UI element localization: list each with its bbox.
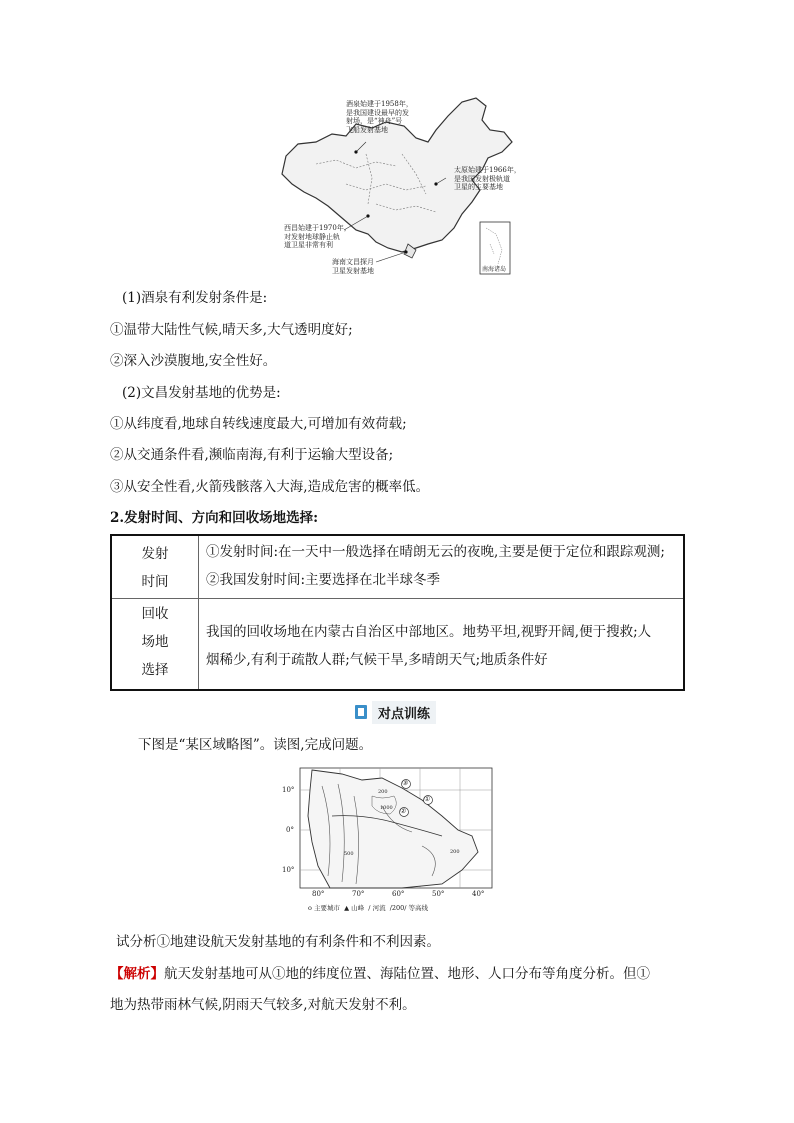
wenchang-dot [404,250,407,253]
q1-item-1: ①温带大陆性气候,晴天多,大气透明度好; [110,322,353,338]
row1-header-line1: 发射 [141,546,169,562]
q2-item-2: ②从交通条件看,濒临南海,有利于运输大型设备; [110,447,394,463]
q2-item-3: ③从安全性看,火箭残骸落入大海,造成危害的概率低。 [110,479,430,495]
table-row-recovery-site [112,598,683,689]
launch-time-table [110,534,685,691]
answer-line-2: 地为热带雨林气候,阴雨天气较多,对航天发射不利。 [110,997,416,1013]
region-map [282,766,494,916]
map-legend: o 主要城市 ▲ 山峰 ∕ 河流 ∕200∕ 等高线 [308,904,429,912]
contour-label-1: 200 [378,789,388,795]
jiuquan-note: 酒泉始建于1958年， 是我国建设最早的发 射场，是“神舟”号 飞船发射基地 [346,100,413,134]
contour-label-3: 1000 [380,805,393,811]
table-row-launch-time [112,536,683,599]
lat-label-2: 0° [286,826,294,834]
q1-title: (1)酒泉有利发射条件是: [122,290,268,306]
row2-header-line1: 回收 [141,606,169,622]
q1-item-2: ②深入沙漠腹地,安全性好。 [110,353,277,369]
inset-label: 南海诸岛 [482,266,507,273]
taiyuan-note: 太原始建于1966年， 是我国发射极轨道 卫星的主要基地 [454,166,521,191]
q2-item-1: ①从纬度看,地球自转线速度最大,可增加有效荷载; [110,416,407,432]
lon-label-2: 70° [352,890,365,898]
wenchang-note: 海南文昌探月 卫星发射基地 [332,258,374,275]
taiyuan-dot [434,182,437,185]
book-icon [355,705,367,719]
lon-label-1: 80° [312,890,325,898]
row1-header-cell [112,536,199,598]
row2-header-line3: 选择 [141,662,169,678]
practice-badge-label: 对点训练 [372,701,436,724]
lat-label-3: 10° [282,866,295,874]
china-launch-sites-map [276,94,532,280]
marker-1: ① [424,795,431,803]
lon-label-5: 40° [472,890,485,898]
row1-header-line2: 时间 [141,574,169,590]
lat-label-1: 10° [282,786,295,794]
answer-tag: 【解析】 [110,966,164,982]
marker-3: ③ [402,779,409,787]
xichang-dot [366,214,369,217]
question-text: 试分析①地建设航天发射基地的有利条件和不利因素。 [116,934,440,950]
lon-label-3: 60° [392,890,405,898]
section-2-heading: 2.发射时间、方向和回收场地选择: [110,510,319,526]
marker-2: ② [400,807,407,815]
row2-header-line2: 场地 [141,634,169,650]
xichang-note: 西昌始建于1970年， 对发射地球静止轨 道卫星非常有利 [284,224,351,249]
contour-label-4: 200 [450,849,460,855]
jiuquan-dot [354,150,357,153]
lon-label-4: 50° [432,890,445,898]
answer-line-1-text: 航天发射基地可从①地的纬度位置、海陆位置、地形、人口分布等角度分析。但① [164,966,650,982]
row1-line1: ①发射时间:在一天中一般选择在晴朗无云的夜晚,主要是便于定位和跟踪观测; [206,544,665,560]
row2-header-cell [112,598,199,689]
q2-title: (2)文昌发射基地的优势是: [122,385,281,401]
row1-line2: ②我国发射时间:主要选择在北半球冬季 [206,572,441,588]
row2-line2: 烟稀少,有利于疏散人群;气候干旱,多晴朗天气;地质条件好 [206,652,548,668]
answer-line-1 [110,964,650,984]
row2-line1: 我国的回收场地在内蒙古自治区中部地区。地势平坦,视野开阔,便于搜救;人 [206,624,652,640]
contour-label-2: 500 [344,851,354,857]
exercise-intro: 下图是“某区域略图”。读图,完成问题。 [138,737,373,753]
practice-badge [355,702,436,722]
